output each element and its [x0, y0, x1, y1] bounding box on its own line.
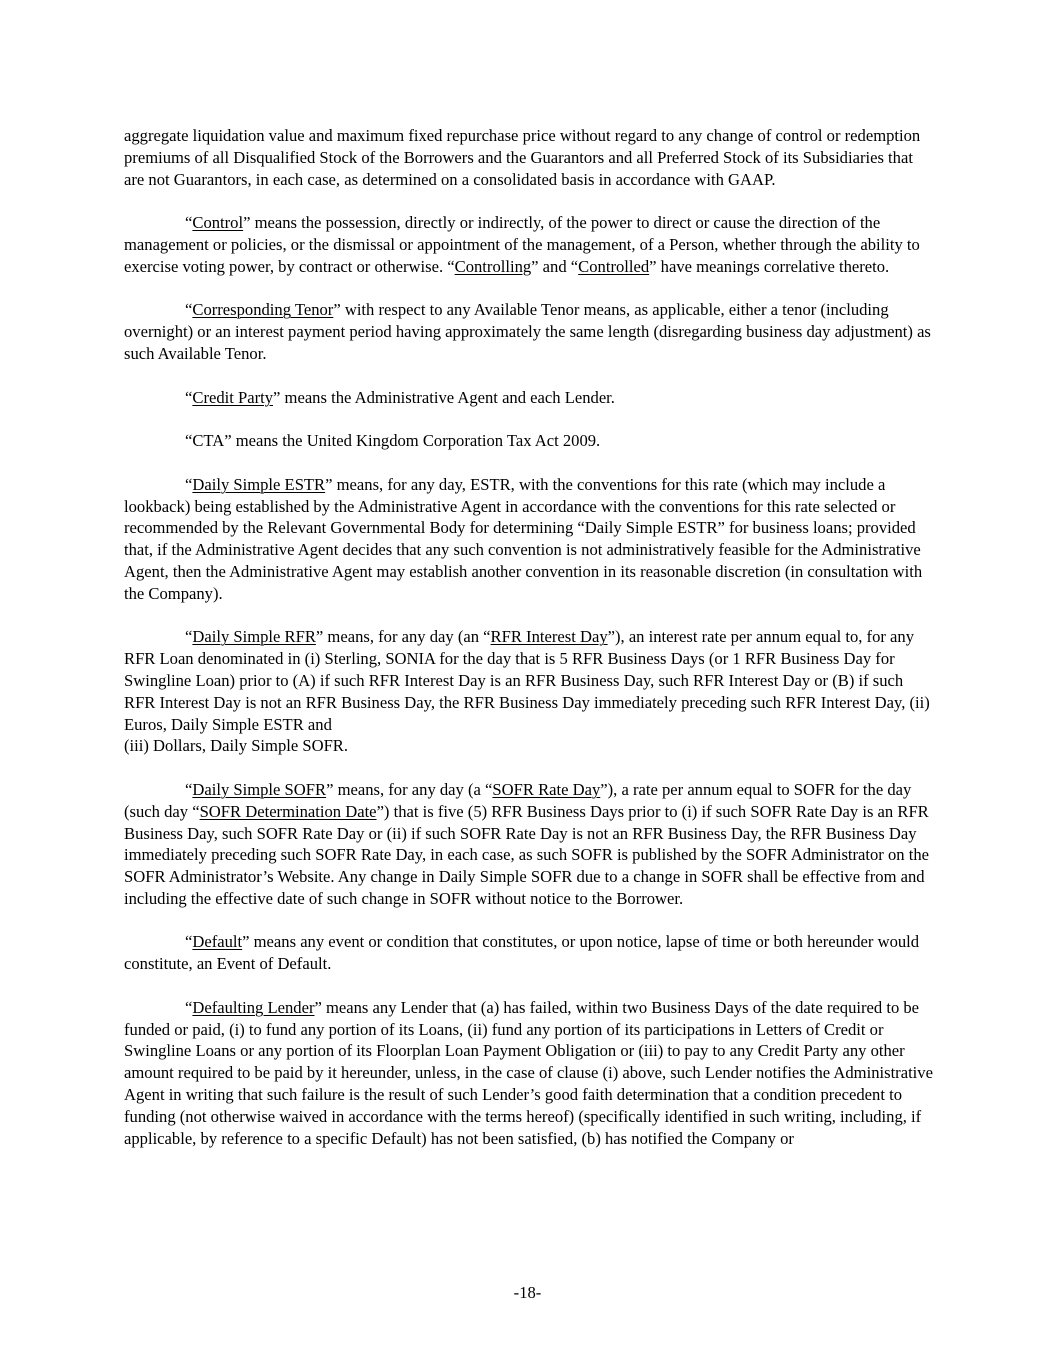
defined-term: SOFR Rate Day [492, 779, 601, 799]
definition-corresponding-tenor: “Corresponding Tenor” with respect to any Available Tenor means, as applicable, either a tenor (including overnight) or an interest payment period having approximately the same length (disregarding business day adjustment) as such Available Tenor. [124, 300, 931, 363]
document-body [124, 125, 936, 1171]
defined-term: Daily Simple SOFR [192, 779, 327, 799]
defined-term: Default [192, 932, 243, 952]
definition-daily-simple-estr: “Daily Simple ESTR” means, for any day, ESTR, with the conventions for this rate (which may include a lookback) being established by the Administrative Agent in accordance with the conventions for this rate selected or recommended by the Relevant Governmental Body for determining “Daily Simple ESTR” for business loans; provided that, if the Administrative Agent decides that any such convention is not administratively feasible for the Administrative Agent, then the Administrative Agent may establish another convention in its reasonable discretion (in consultation with the Company). [124, 474, 923, 603]
defined-term: Corresponding Tenor [192, 300, 334, 320]
defined-term: RFR Interest Day [490, 627, 608, 647]
definition-daily-simple-rfr: “Daily Simple RFR” means, for any day (an “RFR Interest Day”), an interest rate per annum equal to, for any RFR Loan denominated in (i) Sterling, SONIA for the day that is 5 RFR Business Days (or 1 RFR Business Day for Swingline Loan) prior to (A) if such RFR Interest Day is an RFR Business Day, such RFR Interest Day or (B) if such RFR Interest Day is not an RFR Business Day, the RFR Business Day immediately preceding such RFR Interest Day, (ii) Euros, Daily Simple ESTR and (iii) Dollars, Daily Simple SOFR. [124, 627, 930, 756]
defined-term: Controlling [454, 256, 532, 276]
defined-term: Control [192, 213, 244, 233]
page-number: -18- [513, 1283, 542, 1302]
defined-term: Controlled [578, 256, 650, 276]
paragraph-continuation: aggregate liquidation value and maximum fixed repurchase price without regard to any change of control or redemption premiums of all Disqualified Stock of the Borrowers and the Guarantors and all Preferred Stock of its Subsidiaries that are not Guarantors, in each case, as determined on a consolidated basis in accordance with GAAP. [124, 126, 921, 189]
definition-defaulting-lender: “Defaulting Lender” means any Lender that (a) has failed, within two Business Days of the date required to be funded or paid, (i) to fund any portion of its Loans, (ii) fund any portion of its participations in Letters of Credit or Swingline Loans or any portion of its Floorplan Loan Payment Obligation or (iii) to pay to any Credit Party any other amount required to be paid by it hereunder, unless, in the case of clause (i) above, such Lender notifies the Administrative Agent in writing that such failure is the result of such Lender’s good faith determination that a condition precedent to funding (not otherwise waived in accordance with the terms hereof) (specifically identified in such writing, including, if applicable, by reference to a specific Default) has not been satisfied, (b) has notified the Company or [124, 997, 933, 1148]
definition-control: “Control” means the possession, directly or indirectly, of the power to direct or cause the direction of the management or policies, or the dismissal or appointment of the management, of a Person, whether through the ability to exercise voting power, by contract or otherwise. “Controlling” and “Controlled” have meanings correlative thereto. [124, 213, 920, 276]
defined-term: Defaulting Lender [192, 997, 315, 1017]
definition-credit-party: “Credit Party” means the Administrative Agent and each Lender. [185, 387, 615, 407]
defined-term: Daily Simple ESTR [192, 474, 326, 494]
definition-cta: “CTA” means the United Kingdom Corporation Tax Act 2009. [185, 431, 601, 451]
defined-term: Daily Simple RFR [192, 627, 316, 647]
defined-term: Credit Party [192, 387, 274, 407]
defined-term: SOFR Determination Date [199, 801, 377, 821]
definition-daily-simple-sofr: “Daily Simple SOFR” means, for any day (a “SOFR Rate Day”), a rate per annum equal to SOFR for the day (such day “SOFR Determination Date”) that is five (5) RFR Business Days prior to (i) if such SOFR Rate Day is an RFR Business Day, such SOFR Rate Day or (ii) if such SOFR Rate Day is not an RFR Business Day, the RFR Business Day immediately preceding such SOFR Rate Day, in each case, as such SOFR is published by the SOFR Administrator on the SOFR Administrator’s Website. Any change in Daily Simple SOFR due to a change in SOFR shall be effective from and including the effective date of such change in SOFR without notice to the Borrower. [124, 779, 929, 908]
definition-default: “Default” means any event or condition that constitutes, or upon notice, lapse of time or both hereunder would constitute, an Event of Default. [124, 932, 920, 974]
